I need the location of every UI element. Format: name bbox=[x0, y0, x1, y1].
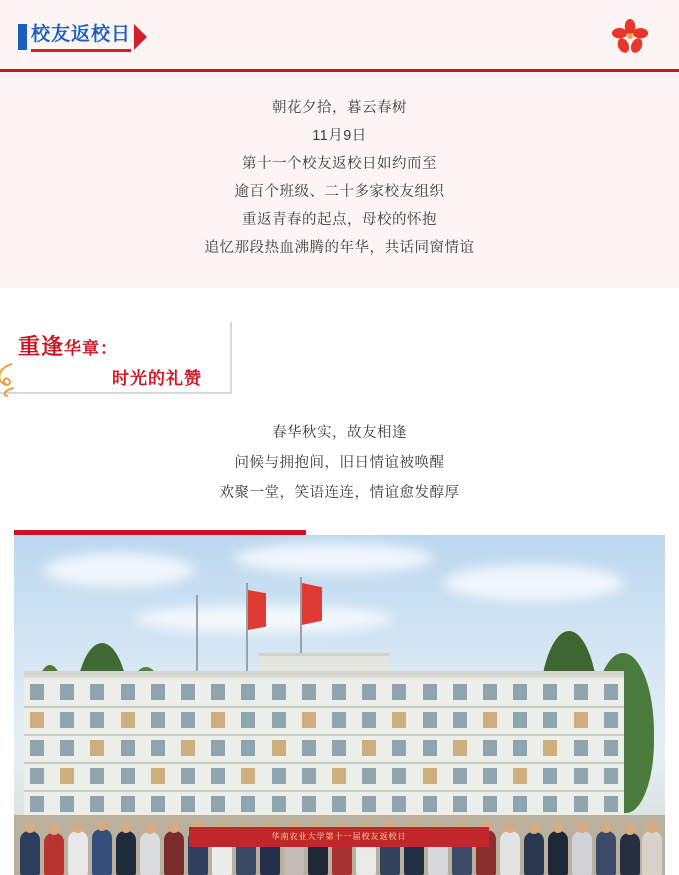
window bbox=[604, 768, 618, 784]
window bbox=[90, 796, 104, 812]
photo-accent-bar bbox=[14, 530, 306, 535]
window bbox=[604, 740, 618, 756]
intro-line: 逾百个班级、二十多家校友组织 bbox=[234, 184, 445, 200]
person-head bbox=[49, 824, 60, 835]
window bbox=[151, 684, 165, 700]
window bbox=[513, 712, 527, 728]
window bbox=[332, 712, 346, 728]
person-head bbox=[647, 822, 658, 833]
window bbox=[302, 684, 316, 700]
window bbox=[30, 684, 44, 700]
flower-icon bbox=[611, 18, 649, 56]
intro-line: 追忆那段热血沸腾的年华，共话同窗情谊 bbox=[204, 240, 475, 256]
window bbox=[241, 712, 255, 728]
window bbox=[272, 740, 286, 756]
person bbox=[572, 831, 592, 875]
window bbox=[543, 712, 557, 728]
window bbox=[272, 768, 286, 784]
window bbox=[332, 768, 346, 784]
window bbox=[211, 684, 225, 700]
window bbox=[60, 768, 74, 784]
person bbox=[92, 829, 112, 875]
flag-shape bbox=[248, 590, 266, 630]
person-head bbox=[121, 822, 132, 833]
window bbox=[60, 684, 74, 700]
flag-pole bbox=[196, 595, 198, 683]
window bbox=[513, 796, 527, 812]
cloud-shape bbox=[444, 565, 624, 601]
floor-divider bbox=[24, 762, 624, 764]
person-head bbox=[553, 822, 564, 833]
window bbox=[181, 684, 195, 700]
flag-pole bbox=[246, 583, 248, 683]
window bbox=[453, 684, 467, 700]
window bbox=[181, 712, 195, 728]
person-head bbox=[577, 822, 588, 833]
window bbox=[121, 740, 135, 756]
person bbox=[500, 831, 520, 875]
window bbox=[453, 796, 467, 812]
window bbox=[60, 796, 74, 812]
person-head bbox=[505, 822, 516, 833]
page-header bbox=[0, 0, 679, 72]
header-title-group bbox=[18, 22, 147, 52]
person bbox=[620, 833, 640, 875]
window bbox=[362, 740, 376, 756]
window-row bbox=[24, 740, 624, 756]
window bbox=[30, 740, 44, 756]
window-row bbox=[24, 684, 624, 700]
intro-paragraph bbox=[0, 72, 679, 288]
window bbox=[362, 796, 376, 812]
window bbox=[151, 712, 165, 728]
person bbox=[596, 831, 616, 875]
window bbox=[574, 796, 588, 812]
person bbox=[524, 832, 544, 875]
page-title: 校友返校日 bbox=[31, 22, 131, 52]
swirl-ornament-icon bbox=[0, 362, 20, 398]
window bbox=[604, 712, 618, 728]
section-heading bbox=[0, 322, 679, 414]
window bbox=[604, 684, 618, 700]
heading-big-text: 重逢 bbox=[18, 334, 65, 359]
window bbox=[362, 712, 376, 728]
window-row bbox=[24, 796, 624, 812]
window bbox=[392, 684, 406, 700]
paragraph-line: 问候与拥抱间，旧日情谊被唤醒 bbox=[234, 455, 445, 471]
window bbox=[211, 740, 225, 756]
window bbox=[90, 768, 104, 784]
blue-accent-bar bbox=[18, 24, 27, 50]
window bbox=[151, 768, 165, 784]
intro-line: 第十一个校友返校日如约而至 bbox=[242, 156, 437, 172]
window bbox=[513, 740, 527, 756]
window bbox=[302, 768, 316, 784]
window bbox=[543, 768, 557, 784]
window bbox=[604, 796, 618, 812]
window bbox=[211, 768, 225, 784]
person bbox=[548, 831, 568, 875]
window bbox=[423, 740, 437, 756]
body-paragraph bbox=[0, 418, 679, 508]
window bbox=[302, 712, 316, 728]
heading-line-one bbox=[18, 330, 118, 361]
person-head bbox=[625, 824, 636, 835]
person-head bbox=[25, 822, 36, 833]
window bbox=[121, 684, 135, 700]
window bbox=[453, 768, 467, 784]
person-head bbox=[97, 820, 108, 831]
window bbox=[151, 796, 165, 812]
window bbox=[543, 740, 557, 756]
window bbox=[121, 768, 135, 784]
window bbox=[483, 712, 497, 728]
window bbox=[302, 796, 316, 812]
photo-container bbox=[14, 530, 665, 875]
window bbox=[30, 796, 44, 812]
window bbox=[513, 768, 527, 784]
floor-divider bbox=[24, 790, 624, 792]
intro-line: 11月9日 bbox=[312, 128, 367, 144]
window bbox=[151, 740, 165, 756]
person-head bbox=[73, 822, 84, 833]
window-row bbox=[24, 768, 624, 784]
flag-shape bbox=[302, 583, 322, 625]
window bbox=[574, 684, 588, 700]
person-head bbox=[601, 822, 612, 833]
person bbox=[116, 831, 136, 875]
paragraph-line: 欢聚一堂，笑语连连，情谊愈发醇厚 bbox=[219, 485, 460, 501]
arrow-right-icon bbox=[134, 24, 147, 50]
person bbox=[68, 831, 88, 875]
window bbox=[272, 796, 286, 812]
window bbox=[60, 712, 74, 728]
window bbox=[181, 796, 195, 812]
window bbox=[211, 796, 225, 812]
person-head bbox=[529, 823, 540, 834]
cloud-shape bbox=[234, 543, 434, 573]
person-head bbox=[145, 823, 156, 834]
window bbox=[513, 684, 527, 700]
window bbox=[90, 712, 104, 728]
window bbox=[392, 712, 406, 728]
window bbox=[362, 684, 376, 700]
window bbox=[332, 740, 346, 756]
person-head bbox=[169, 822, 180, 833]
window bbox=[211, 712, 225, 728]
window bbox=[272, 684, 286, 700]
window bbox=[241, 740, 255, 756]
person bbox=[20, 831, 40, 875]
intro-line: 重返青春的起点，母校的怀抱 bbox=[242, 212, 437, 228]
group-photo bbox=[14, 535, 665, 875]
window bbox=[181, 768, 195, 784]
window bbox=[121, 712, 135, 728]
window bbox=[181, 740, 195, 756]
window bbox=[453, 712, 467, 728]
window bbox=[392, 796, 406, 812]
window bbox=[543, 796, 557, 812]
window bbox=[392, 768, 406, 784]
window bbox=[453, 740, 467, 756]
building-facade bbox=[24, 675, 624, 818]
window bbox=[423, 768, 437, 784]
cloud-shape bbox=[44, 553, 194, 587]
window bbox=[241, 768, 255, 784]
person bbox=[642, 831, 662, 875]
window bbox=[483, 740, 497, 756]
person bbox=[164, 831, 184, 875]
window bbox=[60, 740, 74, 756]
window bbox=[483, 684, 497, 700]
paragraph-line: 春华秋实，故友相逢 bbox=[272, 425, 407, 441]
photo-banner: 华南农业大学第十一届校友返校日 bbox=[189, 827, 489, 847]
heading-line-two: 时光的礼赞 bbox=[112, 369, 202, 388]
window bbox=[574, 768, 588, 784]
window bbox=[483, 768, 497, 784]
window bbox=[30, 712, 44, 728]
person bbox=[140, 832, 160, 875]
floor-divider bbox=[24, 734, 624, 736]
window bbox=[574, 740, 588, 756]
window bbox=[574, 712, 588, 728]
window bbox=[543, 684, 557, 700]
window bbox=[332, 684, 346, 700]
window bbox=[272, 712, 286, 728]
window bbox=[483, 796, 497, 812]
window bbox=[241, 796, 255, 812]
window-row bbox=[24, 712, 624, 728]
window bbox=[302, 740, 316, 756]
heading-small-text: 华章： bbox=[64, 339, 119, 358]
window bbox=[423, 712, 437, 728]
window bbox=[90, 740, 104, 756]
window bbox=[121, 796, 135, 812]
window bbox=[423, 796, 437, 812]
floor-divider bbox=[24, 706, 624, 708]
window bbox=[30, 768, 44, 784]
intro-line: 朝花夕拾，暮云春树 bbox=[272, 100, 407, 116]
window bbox=[362, 768, 376, 784]
window bbox=[241, 684, 255, 700]
person bbox=[44, 833, 64, 875]
window bbox=[90, 684, 104, 700]
window bbox=[332, 796, 346, 812]
window bbox=[392, 740, 406, 756]
window bbox=[423, 684, 437, 700]
